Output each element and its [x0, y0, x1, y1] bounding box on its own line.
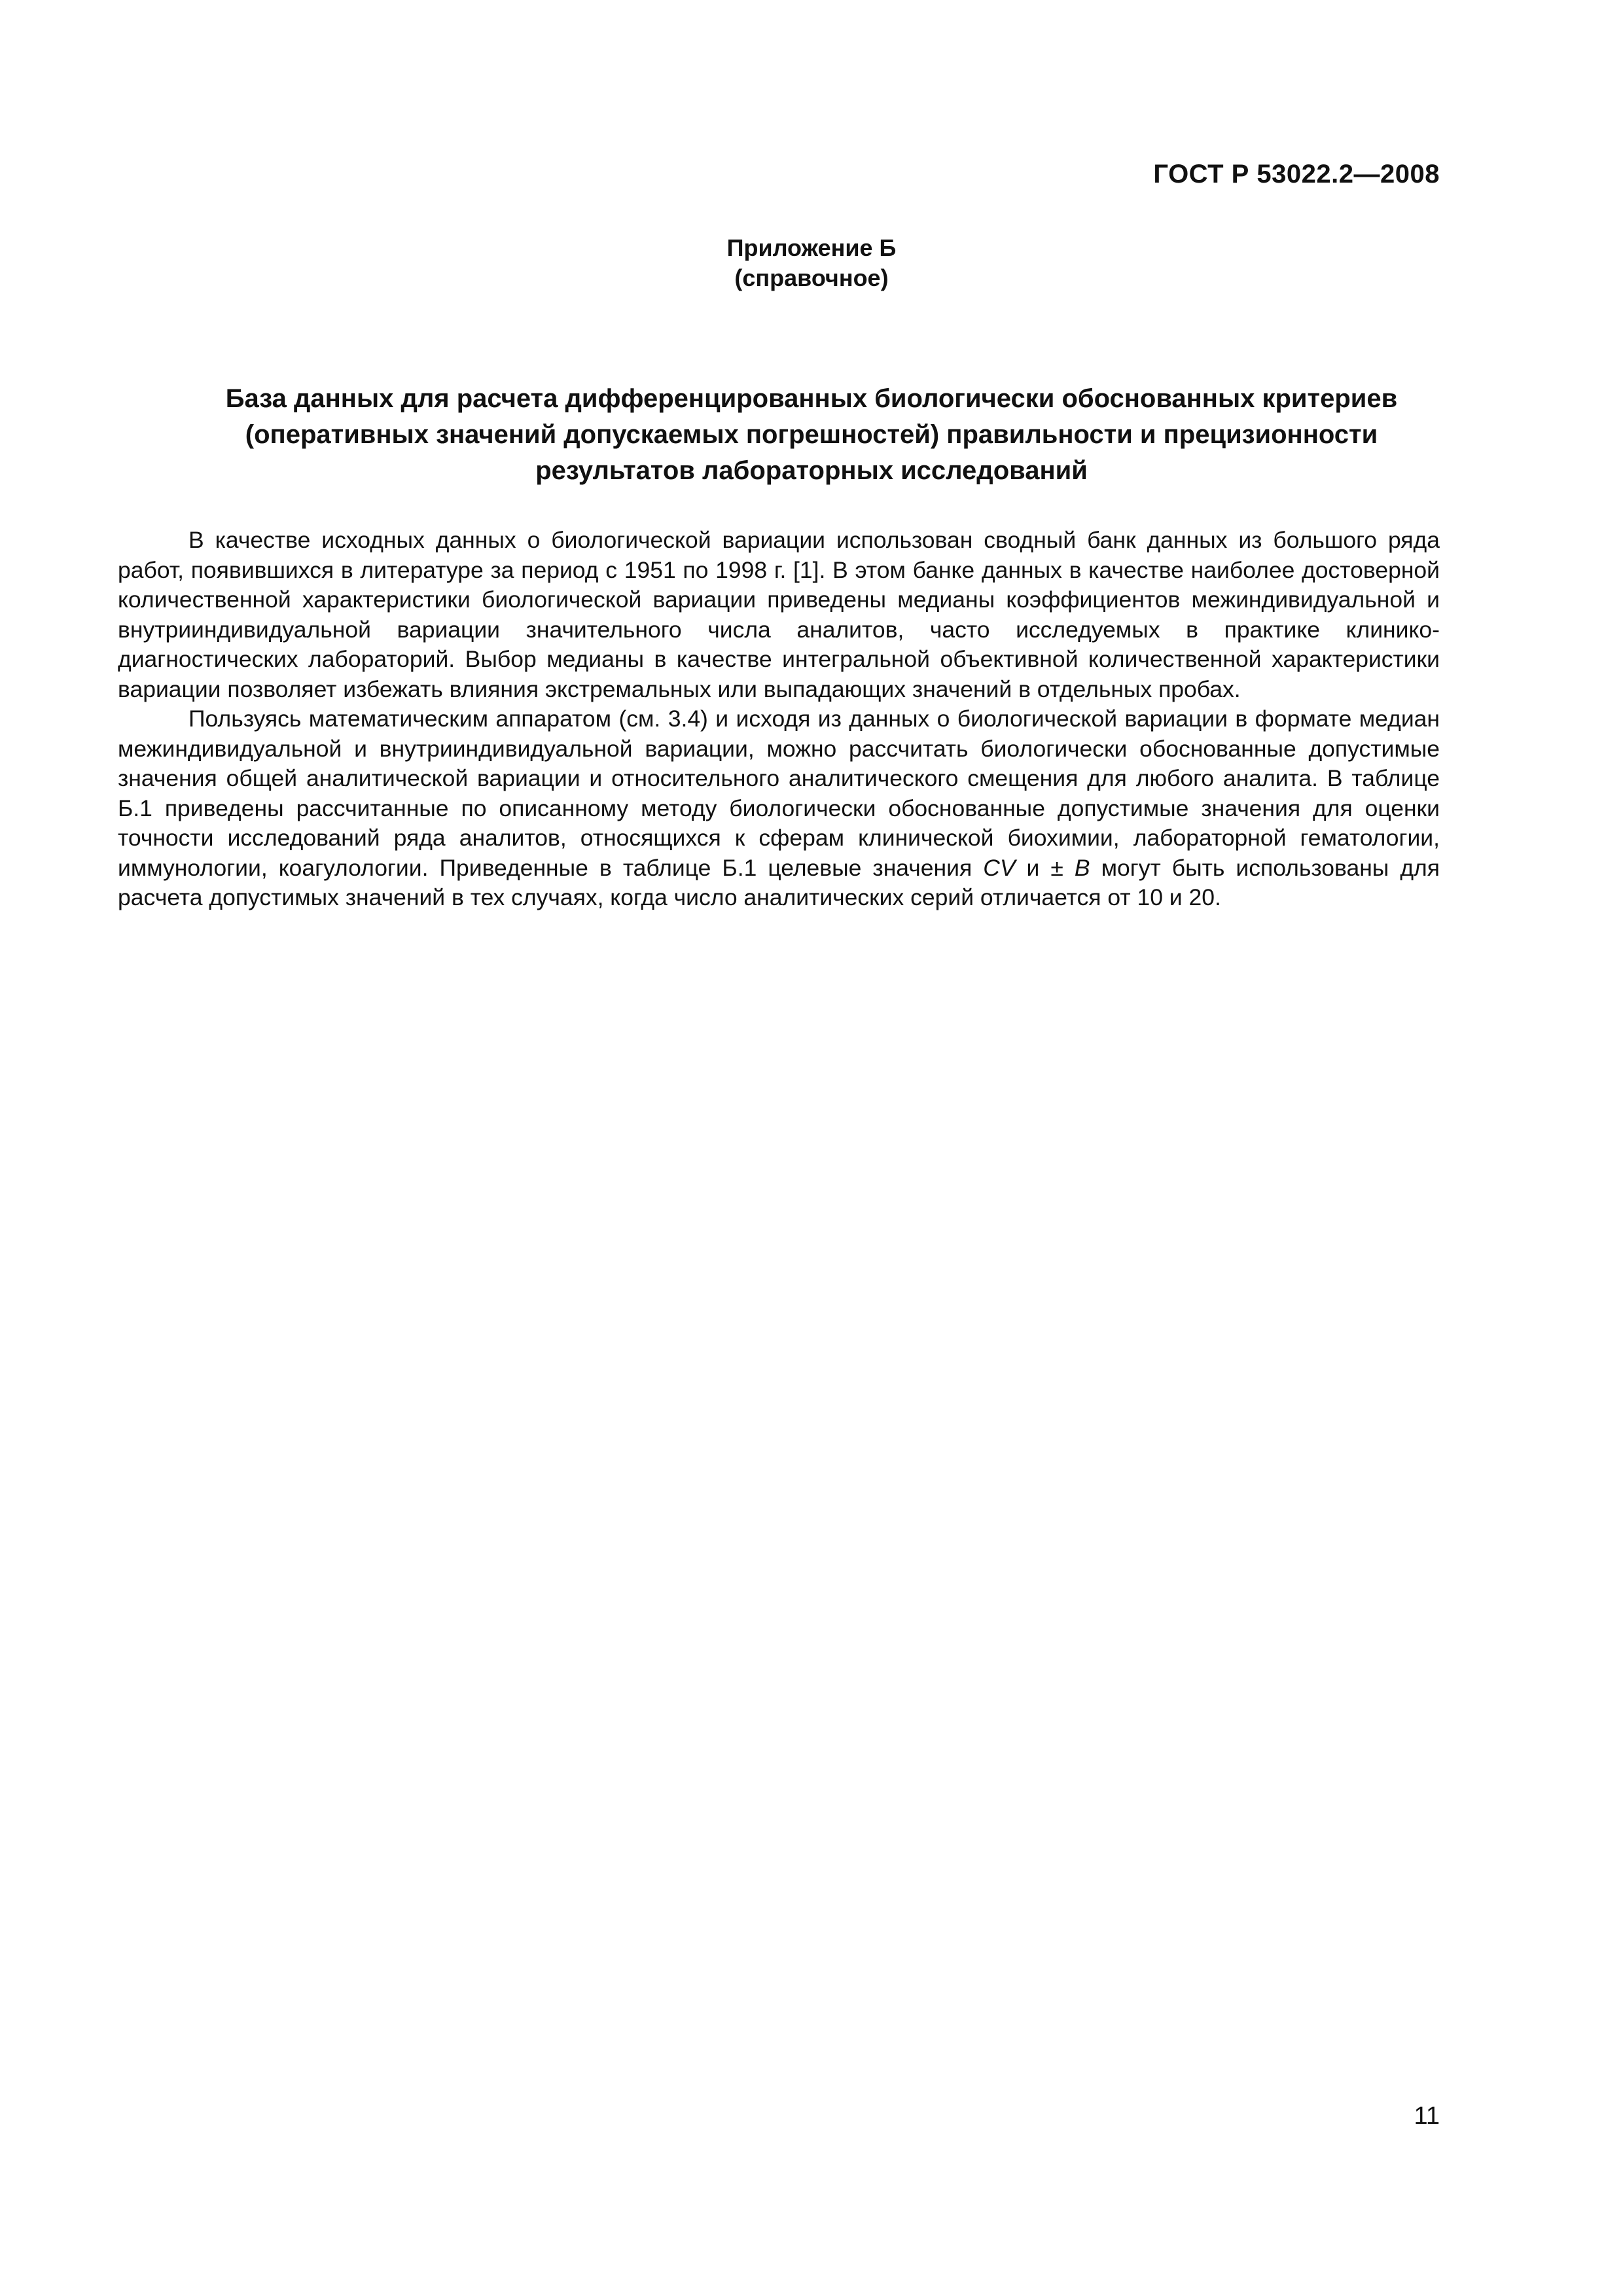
annex-heading [0, 233, 1623, 293]
body-text [118, 526, 1440, 913]
annex-label: Приложение Б [726, 234, 897, 261]
standard-code: ГОСТ Р 53022.2—2008 [1153, 160, 1440, 188]
page-number: 11 [1414, 2102, 1440, 2130]
paragraph-1: В качестве исходных данных о биологической вариации использован сводный банк данных из большого ряда работ, появившихся в литературе за период с 1951 по 1998 г. [1]. В этом банке данных в качестве наиболее достоверной количественной характеристики биологической вариации приведены медианы коэффициентов межиндивидуальной и внутрииндивидуальной вариации значительного числа аналитов, часто исследуемых в практике клинико-диагностических лабораторий. Выбор медианы в качестве интегральной объективной количественной характеристики вариации позволяет избежать влияния экстремальных или выпадающих значений в отдельных пробах. [118, 527, 1440, 702]
paragraph-2 [118, 704, 1440, 913]
annex-title-line-2: (оперативных значений допускаемых погрешностей) правильности и прецизионности [245, 420, 1378, 449]
annex-title-line-3: результатов лабораторных исследований [535, 456, 1088, 485]
paragraph-2-part-2: могут быть использованы для расчета допустимых значений в тех случаях, когда число аналитических серий отличается от 10 и 20. [118, 854, 1440, 910]
annex-title-line-1: База данных для расчета дифференцированных биологически обоснованных критериев [225, 384, 1398, 413]
symbol-b: B [1074, 854, 1090, 881]
connector-and-plus-minus: и ± [1015, 854, 1075, 881]
symbol-cv: CV [983, 854, 1016, 881]
annex-title [151, 381, 1472, 489]
paragraph-2-part-1: Пользуясь математическим аппаратом (см. 3.4) и исходя из данных о биологической вариации в формате медиан межиндивидуальной и внутрииндивидуальной вариации, можно рассчитать биологически обоснованные допустимые значения общей аналитической вариации и относительного аналитического смещения для любого аналита. В таблице Б.1 приведены рассчитанные по описанному методу биологически обоснованные допустимые значения для оценки точности исследований ряда аналитов, относящихся к сферам клинической биохимии, лабораторной гематологии, иммунологии, коагулологии. Приведенные в таблице Б.1 целевые значения [118, 706, 1440, 881]
annex-status: (справочное) [734, 264, 889, 291]
